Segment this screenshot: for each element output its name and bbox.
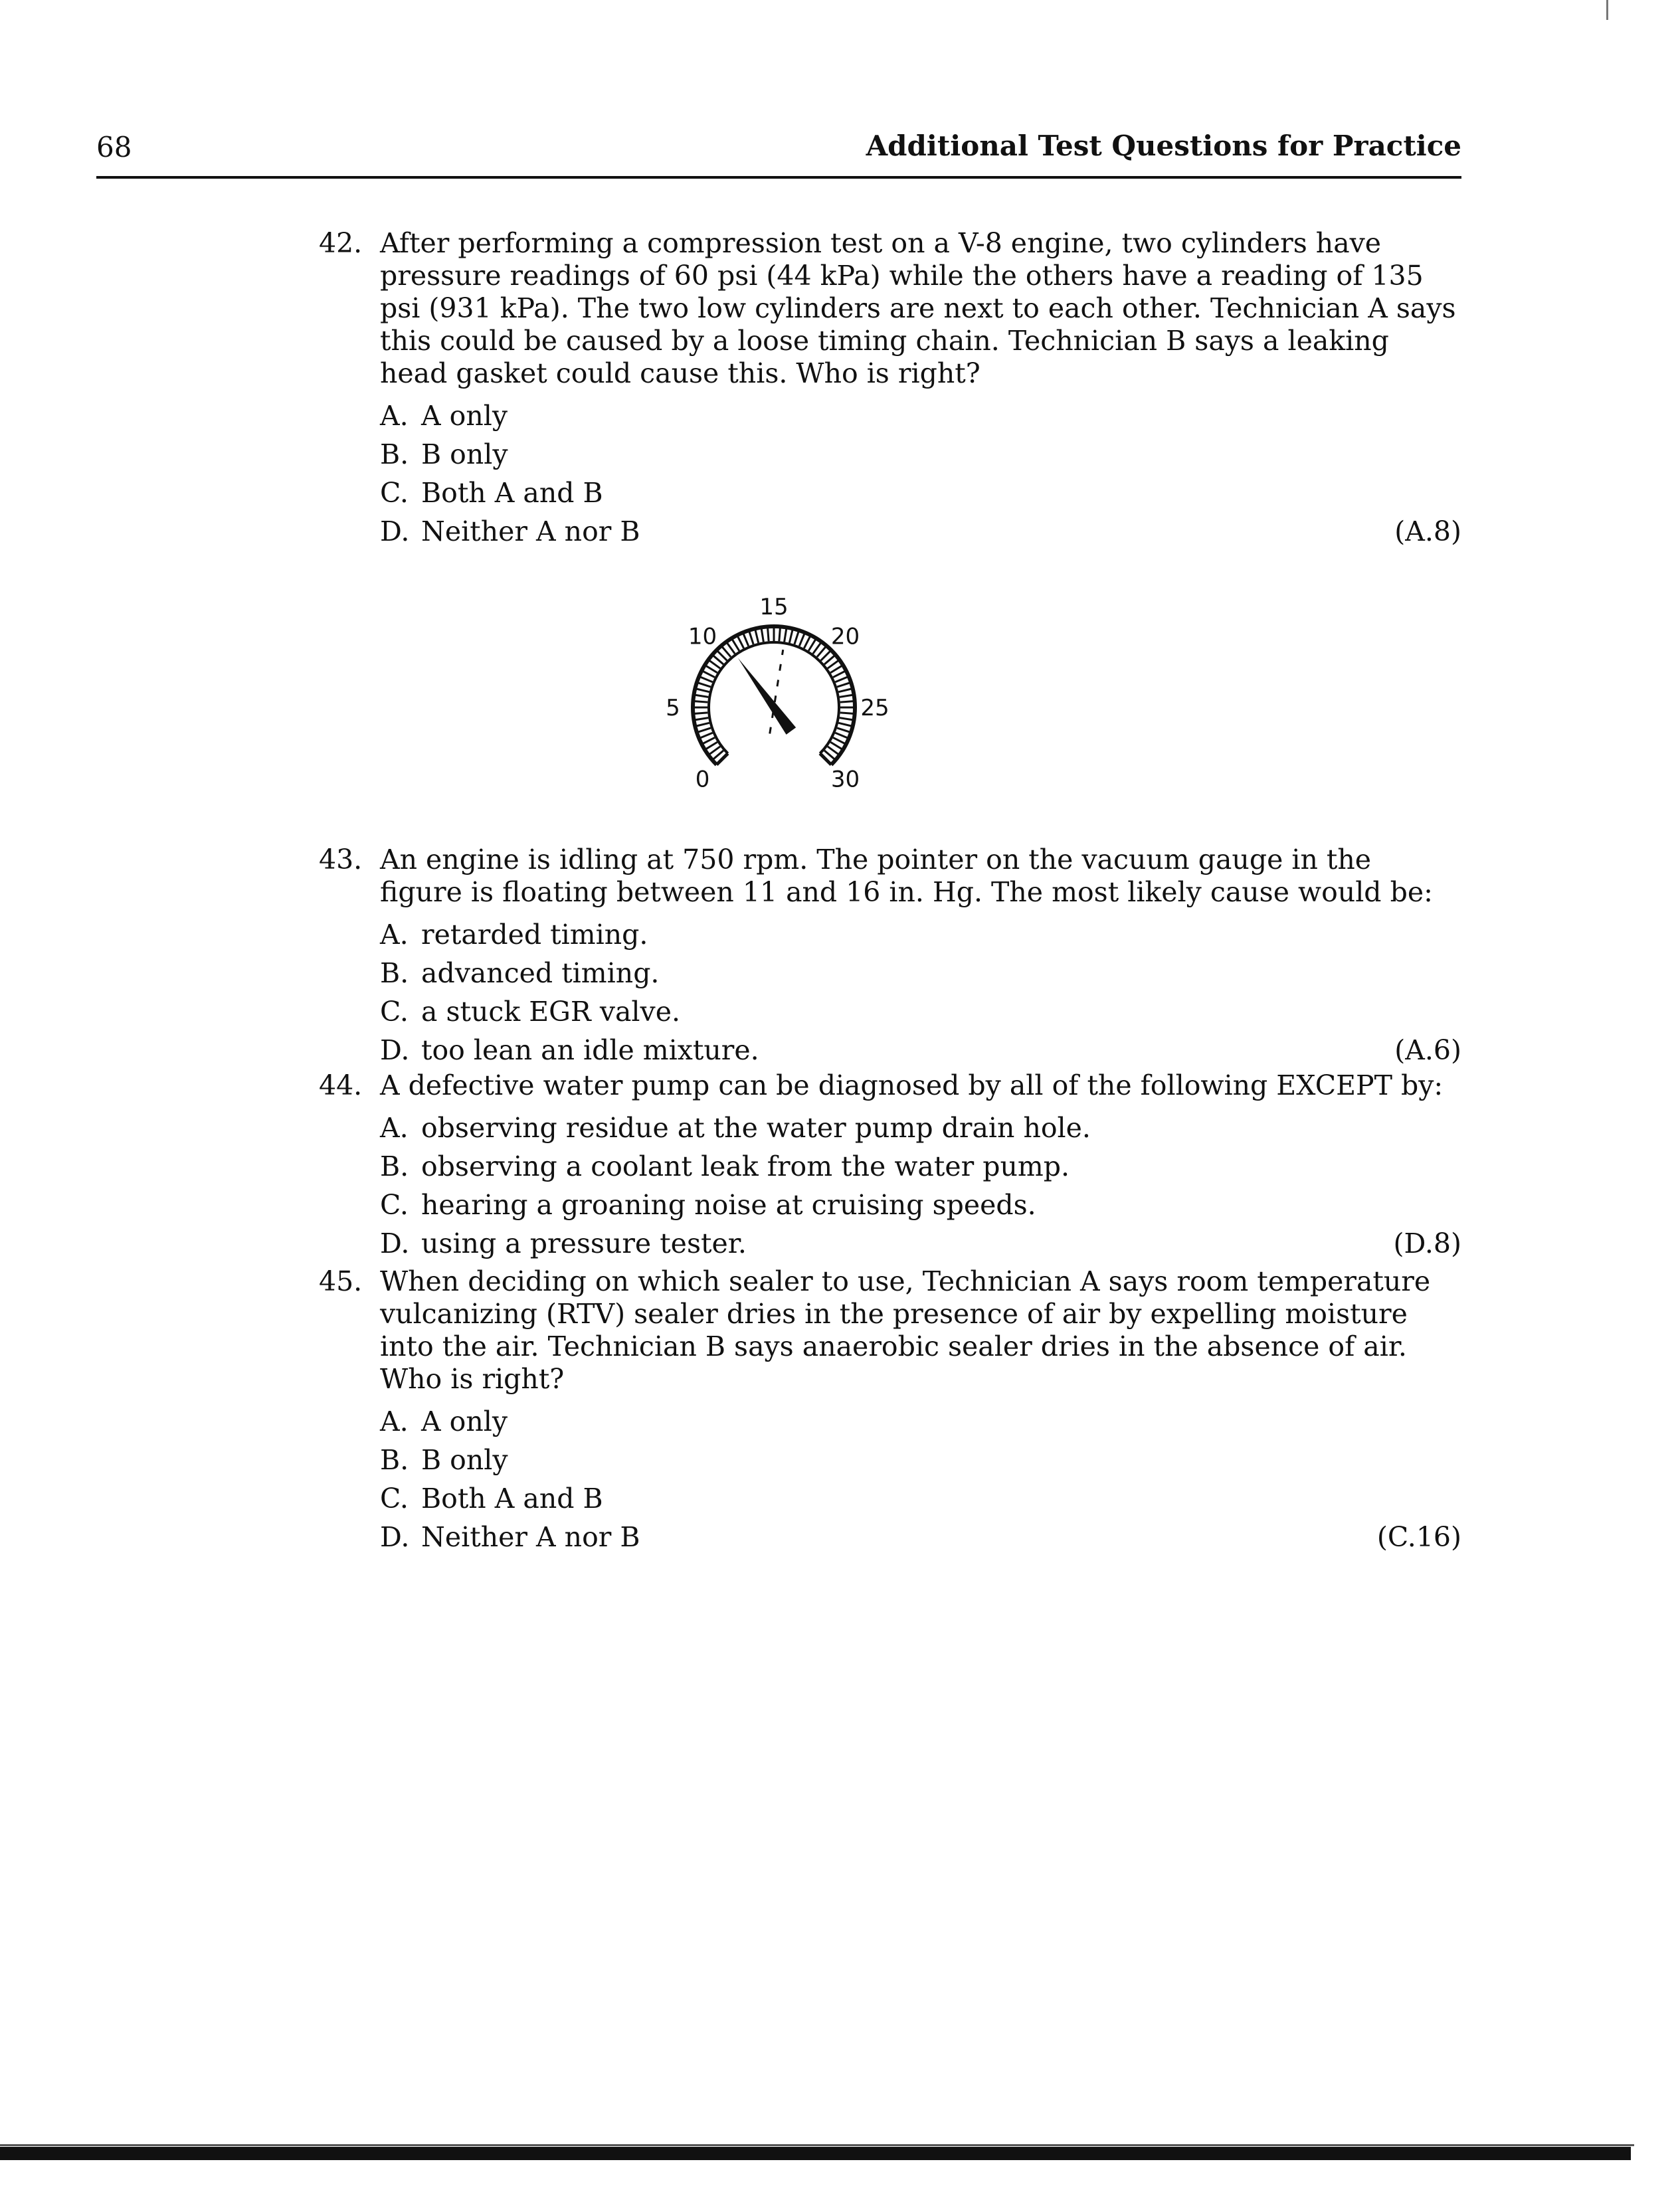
- question-number: 43.: [319, 844, 363, 875]
- option-a: A. A only: [380, 400, 508, 432]
- gauge-tick: [749, 632, 753, 644]
- option-a: A. retarded timing.: [380, 919, 648, 951]
- page-header: [96, 123, 1461, 179]
- option-c: C. hearing a groaning noise at cruising speeds.: [380, 1189, 1036, 1221]
- gauge-tick: [821, 755, 830, 764]
- question-42: [319, 227, 1461, 551]
- gauge-tick: [804, 636, 810, 648]
- gauge-scale-label: 0: [695, 766, 710, 793]
- option-c: C. Both A and B: [380, 1483, 603, 1514]
- option-c: C. Both A and B: [380, 477, 603, 509]
- gauge-tick: [840, 713, 854, 714]
- gauge-tick: [835, 677, 847, 682]
- gauge-tick: [709, 660, 720, 668]
- gauge-tick: [698, 683, 711, 687]
- footer-rule: [0, 2147, 1631, 2160]
- gauge-tick: [696, 689, 709, 692]
- gauge-tick: [833, 737, 845, 743]
- gauge-tick: [779, 628, 781, 641]
- gauge-tick: [813, 643, 821, 654]
- gauge-tick: [794, 632, 798, 644]
- reference-code: (A.6): [1394, 1034, 1461, 1066]
- gauge-tick: [837, 683, 850, 687]
- gauge-tick: [713, 656, 723, 664]
- question-text: A defective water pump can be diagnosed by all of the following EXCEPT by:: [380, 1069, 1444, 1101]
- option-a: A. observing residue at the water pump drain hole.: [380, 1112, 1091, 1144]
- answer-options: [380, 1109, 1461, 1263]
- option-d: D. too lean an idle mixture. (A.6): [380, 1031, 1461, 1069]
- gauge-tick: [706, 666, 717, 672]
- gauge-scale-label: 30: [830, 766, 860, 793]
- gauge-tick: [703, 737, 715, 743]
- gauge-tick: [830, 666, 842, 672]
- option-b: B. B only: [380, 438, 508, 470]
- gauge-scale-label: 25: [860, 695, 889, 721]
- gauge-tick: [700, 677, 712, 682]
- answer-options: [380, 397, 1461, 551]
- gauge-tick: [717, 651, 727, 660]
- gauge-scale-label: 15: [759, 594, 789, 620]
- gauge-tick: [695, 718, 708, 720]
- gauge-tick: [694, 701, 707, 703]
- question-number: 44.: [319, 1069, 363, 1101]
- question-text: After performing a compression test on a V-8 engine, two cylinders have pressure readings of 60 psi (44 kPa) while the others have a reading of 135 psi (931 kPa). The two low cylinders are next to each other. Technician A says this could be caused by a loose timing chain. Technician B says a leaking head gasket could cause this. Who is right?: [380, 227, 1456, 389]
- vacuum-gauge-figure: [651, 565, 917, 804]
- gauge-tick: [833, 672, 845, 678]
- gauge-tick: [808, 640, 815, 651]
- gauge-tick: [817, 647, 826, 657]
- gauge-tick: [694, 713, 707, 714]
- gauge-tick: [703, 672, 715, 678]
- gauge-tick: [722, 647, 731, 657]
- option-a: A. A only: [380, 1406, 508, 1437]
- gauge-scale-label: 20: [830, 623, 860, 650]
- reference-code: (D.8): [1393, 1228, 1461, 1259]
- scan-corner-mark: [1606, 0, 1608, 20]
- reference-code: (C.16): [1376, 1521, 1461, 1553]
- gauge-tick: [789, 630, 793, 642]
- gauge-scale-label: 10: [688, 623, 717, 650]
- gauge-tick: [838, 689, 851, 692]
- question-45: [319, 1265, 1461, 1556]
- option-d: D. Neither A nor B (A.8): [380, 512, 1461, 551]
- gauge-tick: [695, 695, 708, 697]
- question-text: When deciding on which sealer to use, Technician A says room temperature vulcanizing (RTV) sealer dries in the presence of air by expelling moisture into the air. Technician B says anaerobic sealer dries in the absence of air. Who is right?: [380, 1265, 1431, 1395]
- gauge-tick: [840, 695, 853, 697]
- gauge-tick: [696, 723, 709, 726]
- gauge-needle: [738, 658, 796, 735]
- gauge-tick: [830, 742, 842, 749]
- question-number: 45.: [319, 1265, 363, 1297]
- gauge-tick: [709, 747, 720, 755]
- option-d: D. using a pressure tester. (D.8): [380, 1224, 1461, 1263]
- gauge-scale-label: 5: [666, 695, 680, 721]
- gauge-tick: [698, 728, 711, 732]
- gauge-tick: [732, 640, 739, 651]
- option-b: B. advanced timing.: [380, 957, 660, 989]
- gauge-tick: [706, 742, 717, 749]
- page-number: 68: [96, 131, 132, 163]
- gauge-tick: [738, 636, 744, 648]
- reference-code: (A.8): [1394, 515, 1461, 547]
- question-44: [319, 1069, 1461, 1263]
- gauge-tick: [755, 630, 759, 642]
- gauge-tick: [821, 651, 830, 660]
- gauge-tick: [828, 660, 838, 668]
- gauge-tick: [717, 755, 727, 764]
- answer-options: [380, 1402, 1461, 1556]
- gauge-tick: [837, 728, 850, 732]
- gauge-tick: [700, 733, 712, 738]
- gauge-tick: [838, 723, 851, 726]
- vacuum-gauge-icon: [651, 565, 917, 804]
- gauge-tick: [840, 701, 854, 703]
- gauge-tick: [761, 628, 763, 642]
- question-43: [319, 844, 1461, 1069]
- question-number: 42.: [319, 227, 363, 259]
- gauge-tick: [727, 643, 735, 654]
- gauge-tick: [828, 747, 838, 755]
- gauge-tick: [840, 718, 853, 720]
- option-b: B. B only: [380, 1444, 508, 1476]
- footer-rule-thin: [0, 2144, 1634, 2146]
- gauge-inner-arc: [709, 642, 839, 753]
- option-c: C. a stuck EGR valve.: [380, 996, 681, 1028]
- answer-options: [380, 915, 1461, 1069]
- option-b: B. observing a coolant leak from the water pump.: [380, 1150, 1070, 1182]
- question-text: An engine is idling at 750 rpm. The pointer on the vacuum gauge in the figure is floating between 11 and 16 in. Hg. The most likely cause would be:: [380, 844, 1433, 908]
- gauge-tick: [835, 733, 847, 738]
- gauge-tick: [824, 656, 834, 664]
- option-d: D. Neither A nor B (C.16): [380, 1518, 1461, 1556]
- gauge-tick: [743, 634, 749, 646]
- gauge-tick: [785, 628, 787, 642]
- gauge-tick: [768, 628, 769, 641]
- gauge-tick: [799, 634, 804, 646]
- running-title: Additional Test Questions for Practice: [866, 130, 1461, 162]
